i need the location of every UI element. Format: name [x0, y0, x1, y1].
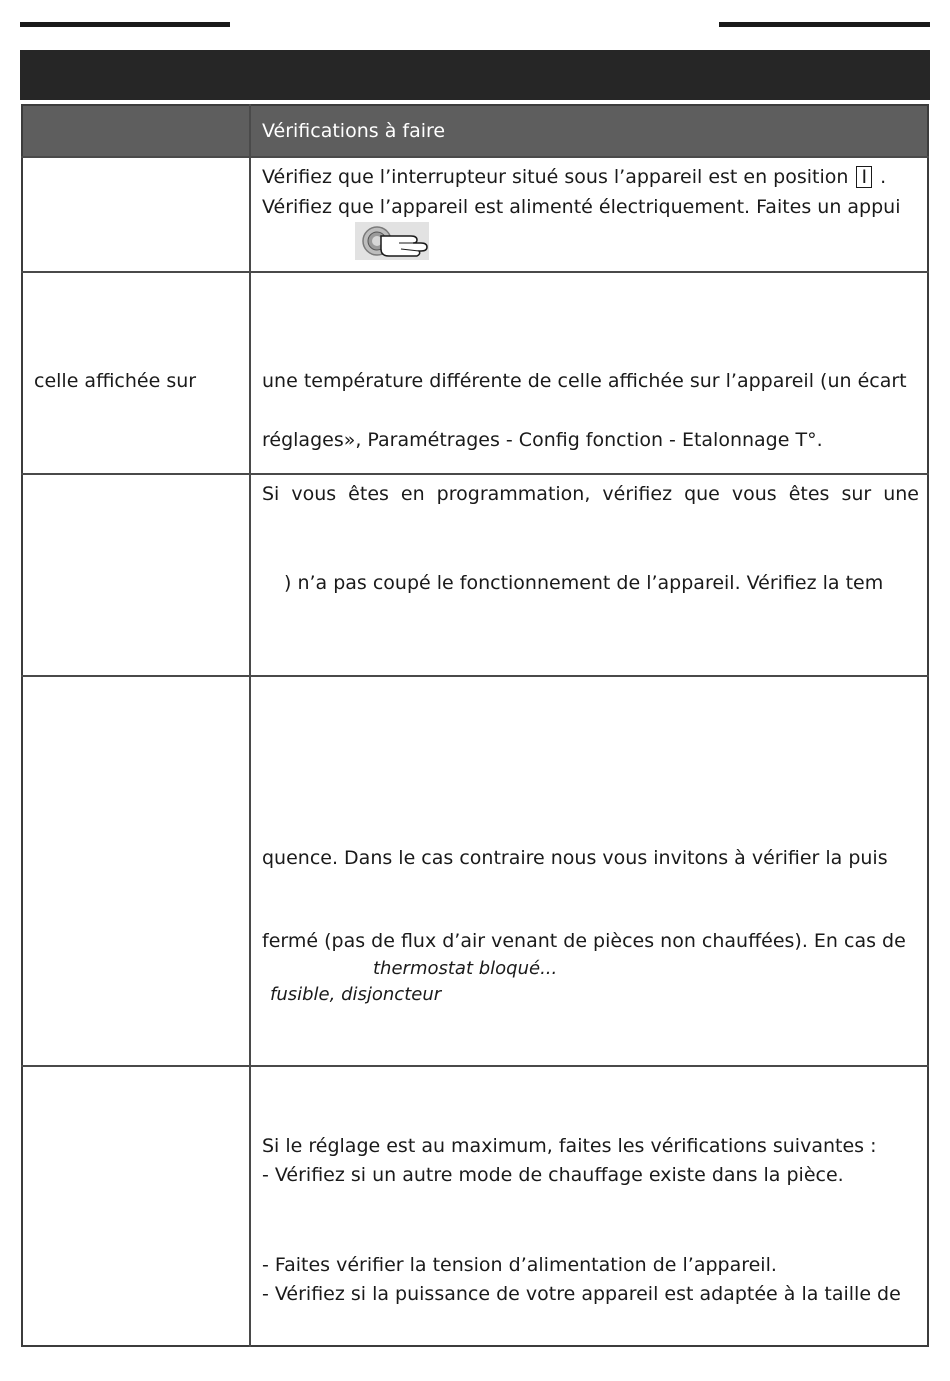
- table-row-3-line-1: Si vous êtes en programmation, vérifiez que vous êtes sur une: [262, 483, 919, 505]
- top-right-rule: [719, 22, 930, 27]
- table-row-2-line-1: une température différente de celle affichée sur l’appareil (un écart: [262, 370, 907, 392]
- table-row-5-line-4: - Vérifiez si la puissance de votre appareil est adaptée à la taille de: [262, 1283, 901, 1305]
- table-row-5-line-3: - Faites vérifier la tension d’alimentation de l’appareil.: [262, 1254, 777, 1276]
- table-row-3-line-2: ) n’a pas coupé le fonctionnement de l’appareil. Vérifiez la tem: [284, 572, 884, 594]
- table-header-problem-cell: [23, 106, 249, 156]
- table-header-checks-label: Vérifications à faire: [262, 120, 446, 142]
- row-divider: [21, 473, 929, 475]
- finger-press-button-icon: [355, 222, 429, 260]
- section-title-band: [20, 50, 930, 100]
- table-row-5-line-2: - Vérifiez si un autre mode de chauffage existe dans la pièce.: [262, 1164, 844, 1186]
- switch-position-indicator: I: [856, 166, 872, 188]
- row-divider: [21, 675, 929, 677]
- top-left-rule: [20, 22, 230, 27]
- table-row-2-line-2: réglages», Paramétrages - Config fonction - Etalonnage T°.: [262, 429, 823, 451]
- text-segment: Vérifiez que l’interrupteur situé sous l’appareil est en position: [262, 166, 849, 188]
- table-row-1-line-2: Vérifiez que l’appareil est alimenté électriquement. Faites un appui: [262, 196, 901, 218]
- row-divider: [21, 156, 929, 158]
- row-divider: [21, 1065, 929, 1067]
- table-row-5-line-1: Si le réglage est au maximum, faites les vérifications suivantes :: [262, 1135, 877, 1157]
- table-row-1-line-1: [262, 165, 886, 189]
- row-divider: [21, 271, 929, 273]
- table-row-4-italic-2: fusible, disjoncteur: [270, 984, 442, 1005]
- table-row-4-line-2: fermé (pas de flux d’air venant de pièces non chauffées). En cas de: [262, 930, 906, 952]
- table-row-4-line-1: quence. Dans le cas contraire nous vous invitons à vérifier la puis: [262, 847, 888, 869]
- troubleshooting-table: [21, 104, 929, 1347]
- table-row-4-italic-1: thermostat bloqué...: [373, 958, 558, 979]
- text-segment: .: [880, 166, 887, 188]
- column-divider: [249, 104, 251, 1347]
- table-row-2-problem: celle affichée sur: [34, 370, 197, 392]
